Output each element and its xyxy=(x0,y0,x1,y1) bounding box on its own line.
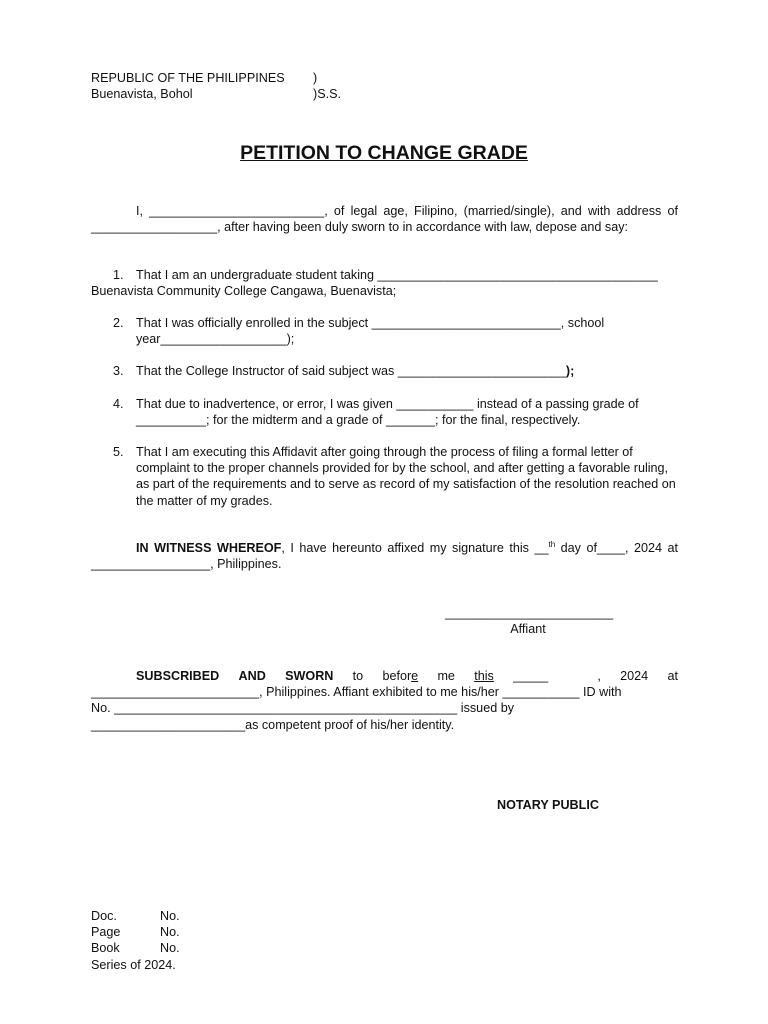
item-text: That I am an undergraduate student taking ________________________________________ xyxy=(136,268,658,282)
item-continuation: Buenavista Community College Cangawa, Buenavista; xyxy=(91,284,397,299)
item-text: That the College Instructor of said subject was ________________________ xyxy=(136,364,566,378)
list-item xyxy=(91,396,678,428)
footer-label: Book xyxy=(91,941,120,956)
item-text: That I was officially enrolled in the subject ___________________________, school year__________________); xyxy=(136,316,605,347)
page-title: PETITION TO CHANGE GRADE xyxy=(240,142,528,164)
sworn-line-3: No. _________________________________________________ issued by xyxy=(91,701,514,716)
item-text: That due to inadvertence, or error, I was given ___________ instead of a passing grade of __________; for the midterm and a grade of _______; for the final, respectively. xyxy=(136,397,639,428)
item-number: 3. xyxy=(113,364,124,378)
footer-value: No. xyxy=(160,941,180,956)
sworn-word: AND xyxy=(238,669,266,683)
sworn-word: _____ xyxy=(513,669,549,683)
sworn-line-1 xyxy=(91,668,678,684)
sworn-paragraph xyxy=(91,668,678,733)
item-number: 4. xyxy=(113,397,124,411)
sworn-word: , xyxy=(597,669,601,683)
sworn-word: SWORN xyxy=(285,669,334,683)
notary-public-label: NOTARY PUBLIC xyxy=(497,798,599,812)
sworn-word: before xyxy=(382,669,419,683)
item-number: 2. xyxy=(113,316,124,330)
header-location: Buenavista, Bohol xyxy=(91,87,193,101)
footer-row xyxy=(91,924,180,940)
footer-label: Doc. xyxy=(91,909,117,923)
sworn-word: at xyxy=(667,669,678,683)
sworn-word: me xyxy=(437,669,455,683)
list-item xyxy=(91,444,678,509)
sworn-word: this xyxy=(474,669,494,683)
sworn-line-4: ______________________as competent proof of his/her identity. xyxy=(91,717,455,732)
sworn-line-2: ________________________, Philippines. Affiant exhibited to me his/her ___________ ID with xyxy=(91,685,622,700)
affiant-signature-line: ________________________ xyxy=(445,606,614,620)
footer-value: No. xyxy=(160,925,180,940)
list-item xyxy=(91,315,678,347)
footer-value: No. xyxy=(160,909,180,923)
sworn-word: to xyxy=(352,669,364,683)
list-item xyxy=(91,267,678,299)
witness-sup: th xyxy=(548,539,556,549)
header-paren: ) xyxy=(313,71,318,85)
item-text: That I am executing this Affidavit after going through the process of filing a formal letter of complaint to the proper channels provided for by the school, and after getting a favorable ruling, as part of the requirements and to serve as record of my satisfaction of the resolution reached on the matter of my grades. xyxy=(136,445,676,508)
item-bold-tail: ); xyxy=(565,364,575,378)
witness-text-1: , I have hereunto affixed my signature this __ xyxy=(281,541,549,555)
affiant-label: Affiant xyxy=(510,622,546,636)
header-republic: REPUBLIC OF THE PHILIPPINES xyxy=(91,71,285,85)
item-number: 1. xyxy=(113,268,124,282)
header-ss: )S.S. xyxy=(313,87,341,101)
witness-lead: IN WITNESS WHEREOF xyxy=(136,541,282,555)
item-number: 5. xyxy=(113,445,124,459)
list-item xyxy=(91,363,678,379)
intro-paragraph: I, _________________________, of legal age, Filipino, (married/single), and with address of __________________, after having been duly sworn to in accordance with law, depose and say: xyxy=(91,204,678,235)
witness-paragraph xyxy=(91,540,678,572)
footer-row xyxy=(91,908,180,924)
footer-row xyxy=(91,940,180,956)
footer-block xyxy=(91,908,180,973)
footer-series: Series of 2024. xyxy=(91,957,176,972)
sworn-word: 2024 xyxy=(620,669,649,683)
sworn-word: SUBSCRIBED xyxy=(136,669,220,683)
footer-label: Page xyxy=(91,925,121,940)
witness-text-2: day of____, 2024 at _________________, Philippines. xyxy=(91,541,678,572)
